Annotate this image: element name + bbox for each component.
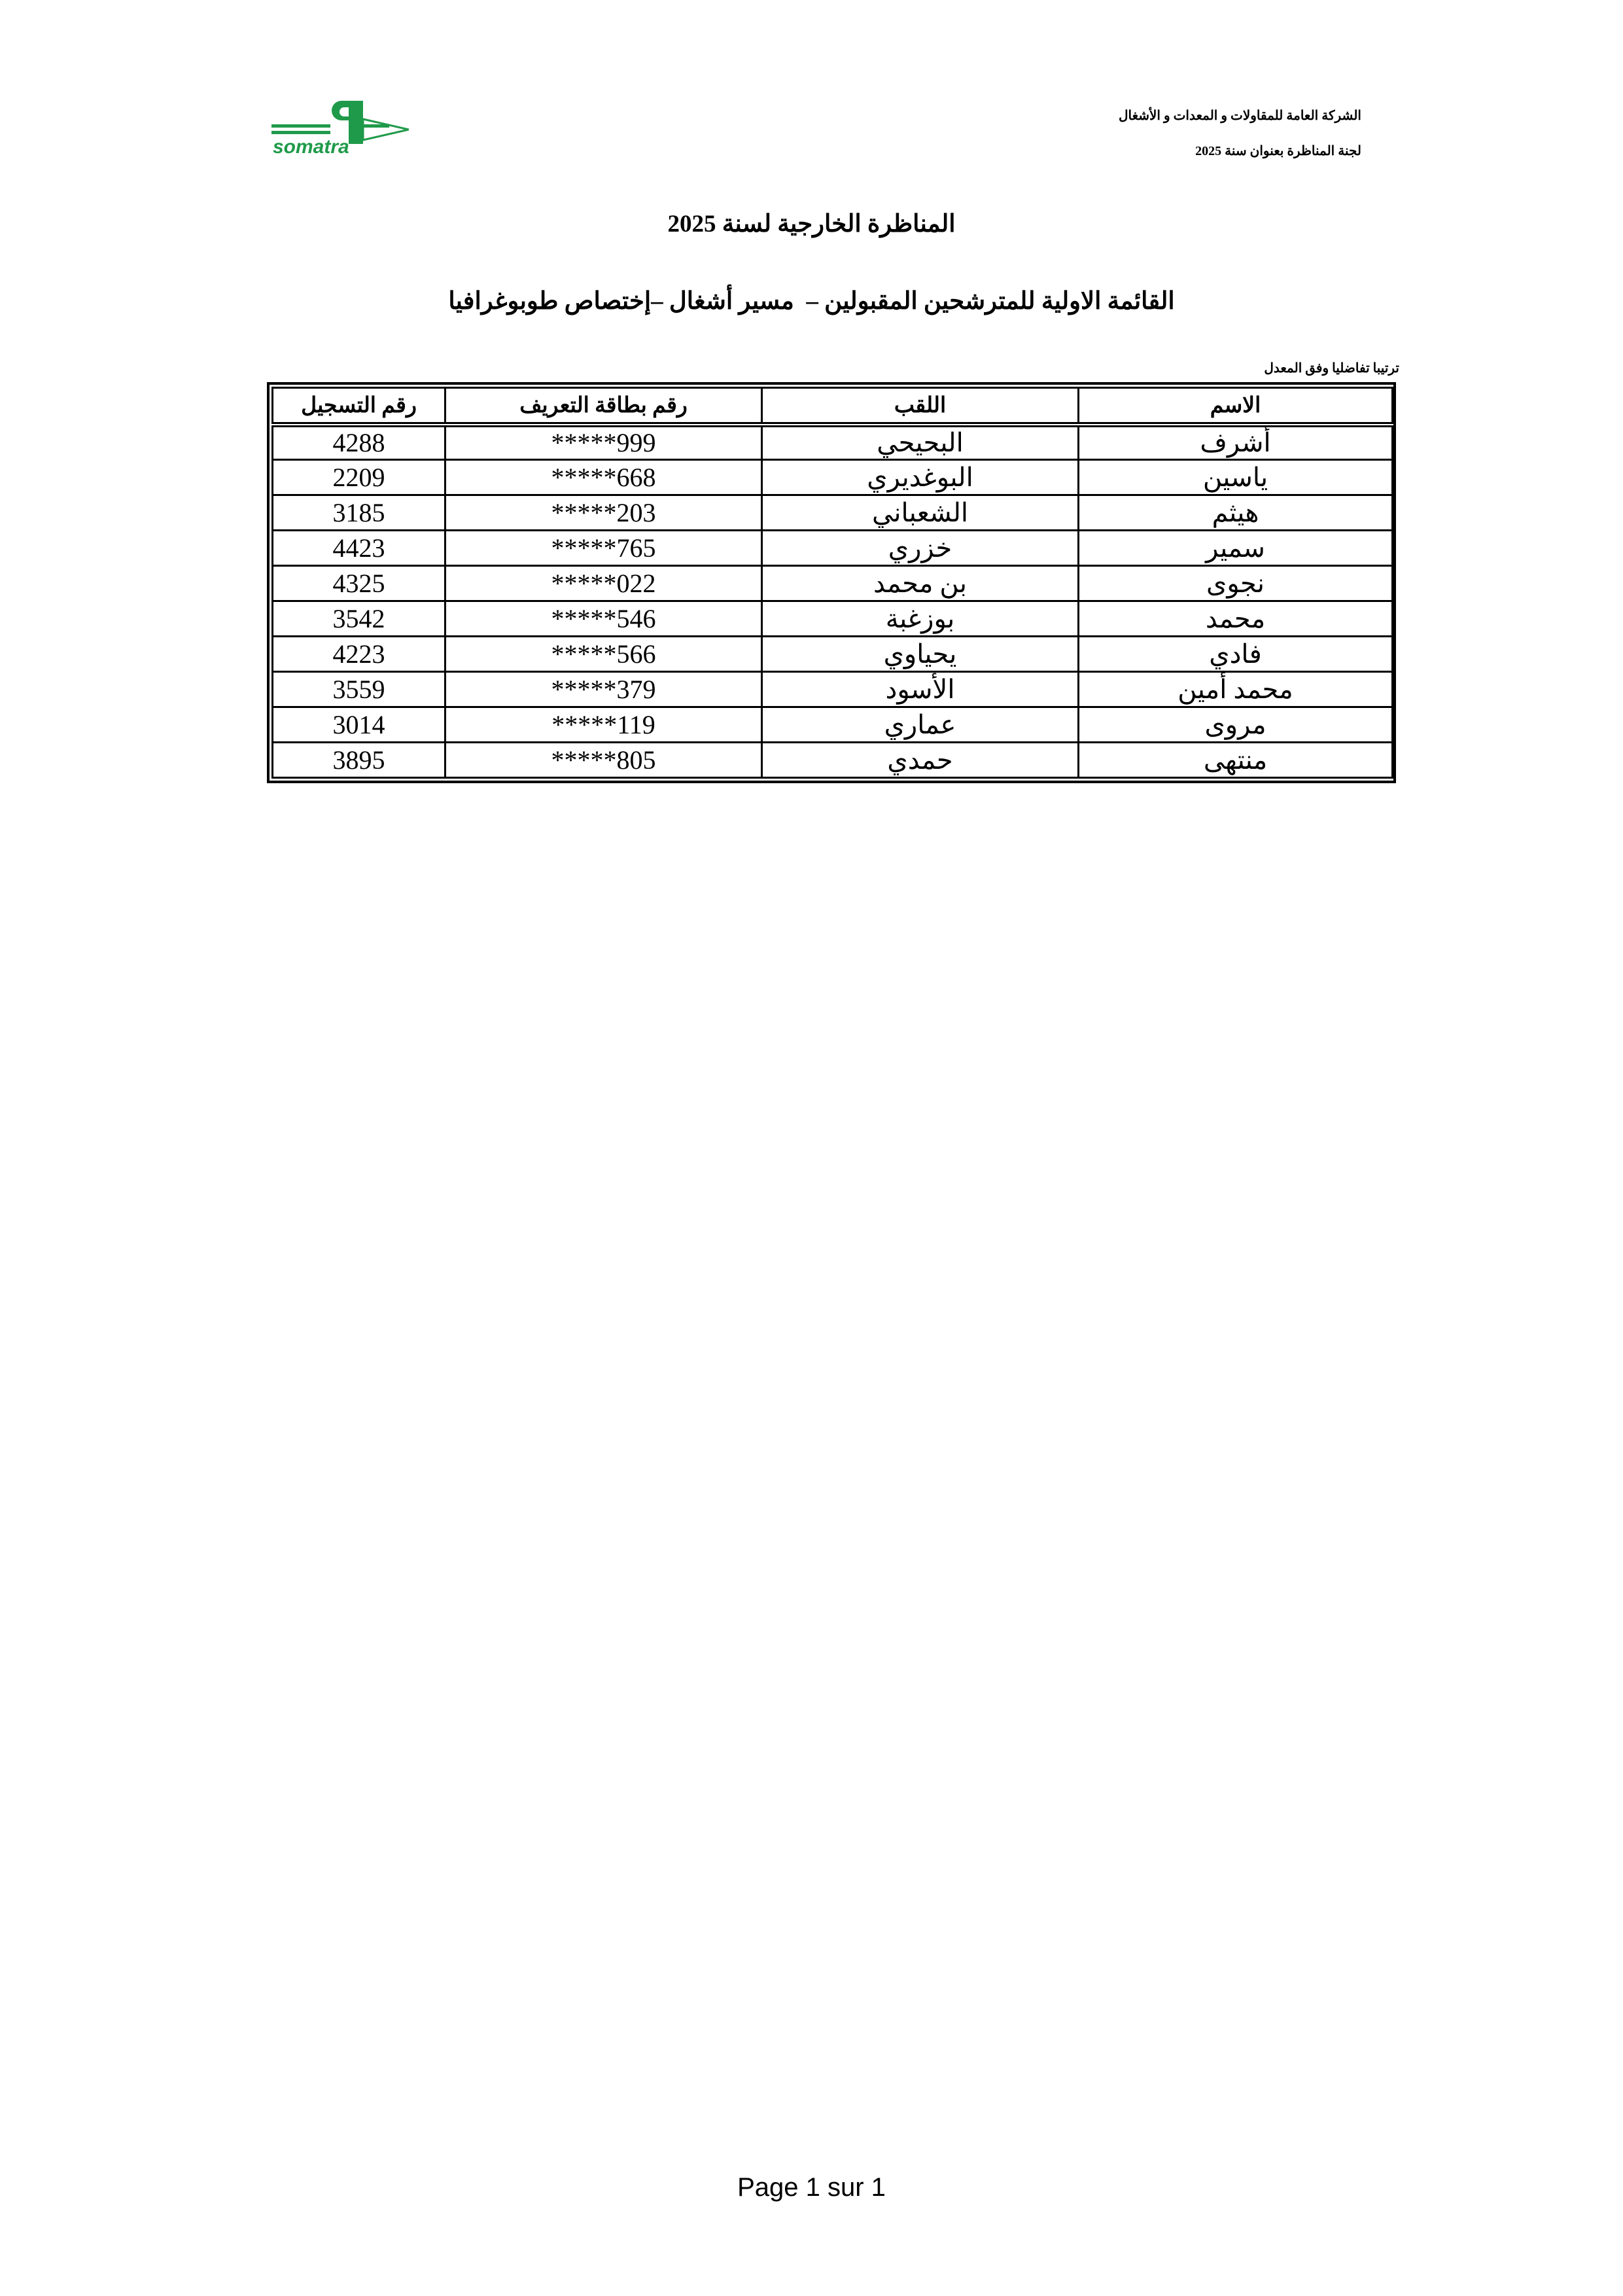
document-header [903,98,1361,169]
table-row [273,601,1393,637]
cell-first-name: محمد [1079,601,1393,637]
table-row [273,425,1393,460]
cell-id-card: *****765 [445,531,762,566]
table-header-row [273,388,1393,425]
cell-last-name: الشعباني [762,495,1079,531]
column-header-id-card: رقم بطاقة التعريف [445,388,762,425]
cell-last-name: عماري [762,707,1079,743]
committee-line: لجنة المناظرة بعنوان سنة 2025 [1195,144,1361,158]
cell-last-name: يحياوي [762,637,1079,672]
logo-text: somatra [273,136,349,157]
cell-id-card: *****379 [445,672,762,707]
table-row [273,531,1393,566]
cell-first-name: منتهى [1079,743,1393,778]
column-header-first-name: الاسم [1079,388,1393,425]
table-row [273,637,1393,672]
cell-id-card: *****022 [445,566,762,601]
cell-registration: 4223 [273,637,445,672]
table-row [273,460,1393,495]
cell-registration: 4325 [273,566,445,601]
cell-first-name: مروى [1079,707,1393,743]
page-number: Page 1 sur 1 [737,2173,886,2202]
somatra-logo [271,97,409,157]
table-body [273,425,1393,778]
cell-first-name: سمير [1079,531,1393,566]
cell-last-name: خزري [762,531,1079,566]
cell-registration: 3542 [273,601,445,637]
cell-registration: 4288 [273,425,445,460]
cell-id-card: *****566 [445,637,762,672]
cell-id-card: *****203 [445,495,762,531]
ranking-note: ترتيبا تفاضليا وفق المعدل [1264,361,1399,376]
cell-last-name: البوغديري [762,460,1079,495]
table-row [273,495,1393,531]
cell-id-card: *****546 [445,601,762,637]
cell-first-name: هيثم [1079,495,1393,531]
cell-last-name: البحيحي [762,425,1079,460]
cell-first-name: فادي [1079,637,1393,672]
cell-registration: 4423 [273,531,445,566]
page-title: المناظرة الخارجية لسنة 2025 [667,211,956,238]
cell-registration: 2209 [273,460,445,495]
cell-id-card: *****668 [445,460,762,495]
cell-id-card: *****999 [445,425,762,460]
cell-first-name: أشرف [1079,425,1393,460]
company-name: الشركة العامة للمقاولات و المعدات و الأشغال [1118,109,1361,123]
cell-first-name: محمد أمين [1079,672,1393,707]
cell-first-name: ياسين [1079,460,1393,495]
table-row [273,707,1393,743]
cell-first-name: نجوى [1079,566,1393,601]
cell-last-name: بوزغبة [762,601,1079,637]
cell-last-name: الأسود [762,672,1079,707]
cell-last-name: بن محمد [762,566,1079,601]
candidates-table [271,387,1393,779]
candidates-table-frame [267,382,1396,783]
table-row [273,566,1393,601]
cell-id-card: *****119 [445,707,762,743]
table-row [273,672,1393,707]
cell-last-name: حمدي [762,743,1079,778]
cell-registration: 3014 [273,707,445,743]
cell-registration: 3559 [273,672,445,707]
page-subtitle: القائمة الاولية للمترشحين المقبولين – مسير أشغال –إختصاص طوبوغرافيا [448,288,1175,315]
column-header-last-name: اللقب [762,388,1079,425]
table-row [273,743,1393,778]
cell-id-card: *****805 [445,743,762,778]
cell-registration: 3895 [273,743,445,778]
cell-registration: 3185 [273,495,445,531]
column-header-registration: رقم التسجيل [273,388,445,425]
